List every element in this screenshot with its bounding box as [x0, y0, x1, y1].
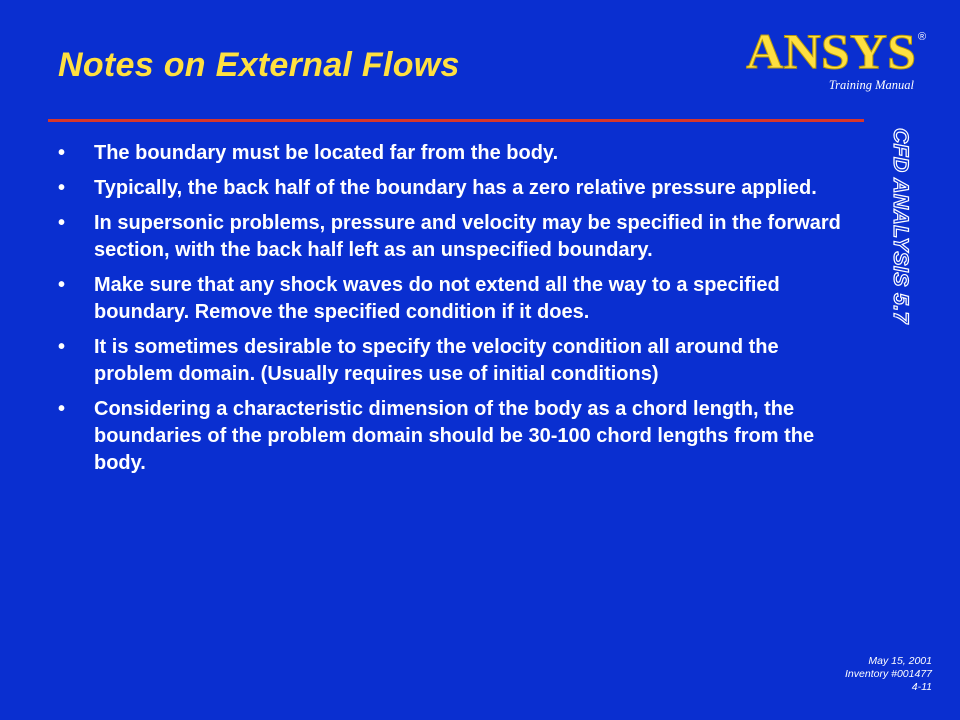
bullet-list — [58, 140, 858, 485]
bullet-marker-icon: • — [58, 274, 66, 296]
page-title: Notes on External Flows — [58, 46, 460, 84]
bullet-text: Considering a characteristic dimension of the body as a chord length, the boundaries of the problem domain should be 30-100 chord lengths from the body. — [94, 398, 815, 474]
footer-page-number: 4-11 — [911, 681, 932, 693]
footer-inventory: Inventory #001477 — [845, 668, 932, 680]
ansys-logo-icon — [744, 22, 934, 78]
bullet-item — [58, 175, 858, 202]
bullet-marker-icon: • — [58, 177, 66, 199]
ansys-logo — [744, 22, 944, 98]
training-manual-label: Training Manual — [828, 78, 914, 92]
title-divider — [48, 119, 864, 122]
bullet-item — [58, 140, 858, 167]
bullet-item — [58, 210, 858, 264]
bullet-marker-icon: • — [58, 142, 66, 164]
registered-mark: ® — [918, 31, 927, 43]
bullet-text: In supersonic problems, pressure and velocity may be specified in the forward section, with the back half left as an unspecified boundary. — [94, 212, 841, 261]
logo-text: ANSYS — [746, 23, 916, 78]
bullet-text: It is sometimes desirable to specify the velocity condition all around the problem domain. (Usually requires use of initial conditions) — [94, 336, 779, 385]
bullet-text: Typically, the back half of the boundary has a zero relative pressure applied. — [94, 177, 817, 199]
vertical-course-label: CFD ANALYSIS 5.7 — [889, 128, 912, 324]
bullet-marker-icon: • — [58, 336, 66, 358]
bullet-item — [58, 396, 858, 477]
footer — [845, 655, 932, 694]
footer-date: May 15, 2001 — [868, 655, 932, 667]
bullet-text: The boundary must be located far from the body. — [94, 142, 559, 164]
bullet-marker-icon: • — [58, 212, 66, 234]
bullet-item — [58, 334, 858, 388]
bullet-item — [58, 272, 858, 326]
bullet-text: Make sure that any shock waves do not extend all the way to a specified boundary. Remove the specified condition if it does. — [94, 274, 780, 323]
bullet-marker-icon: • — [58, 398, 66, 420]
